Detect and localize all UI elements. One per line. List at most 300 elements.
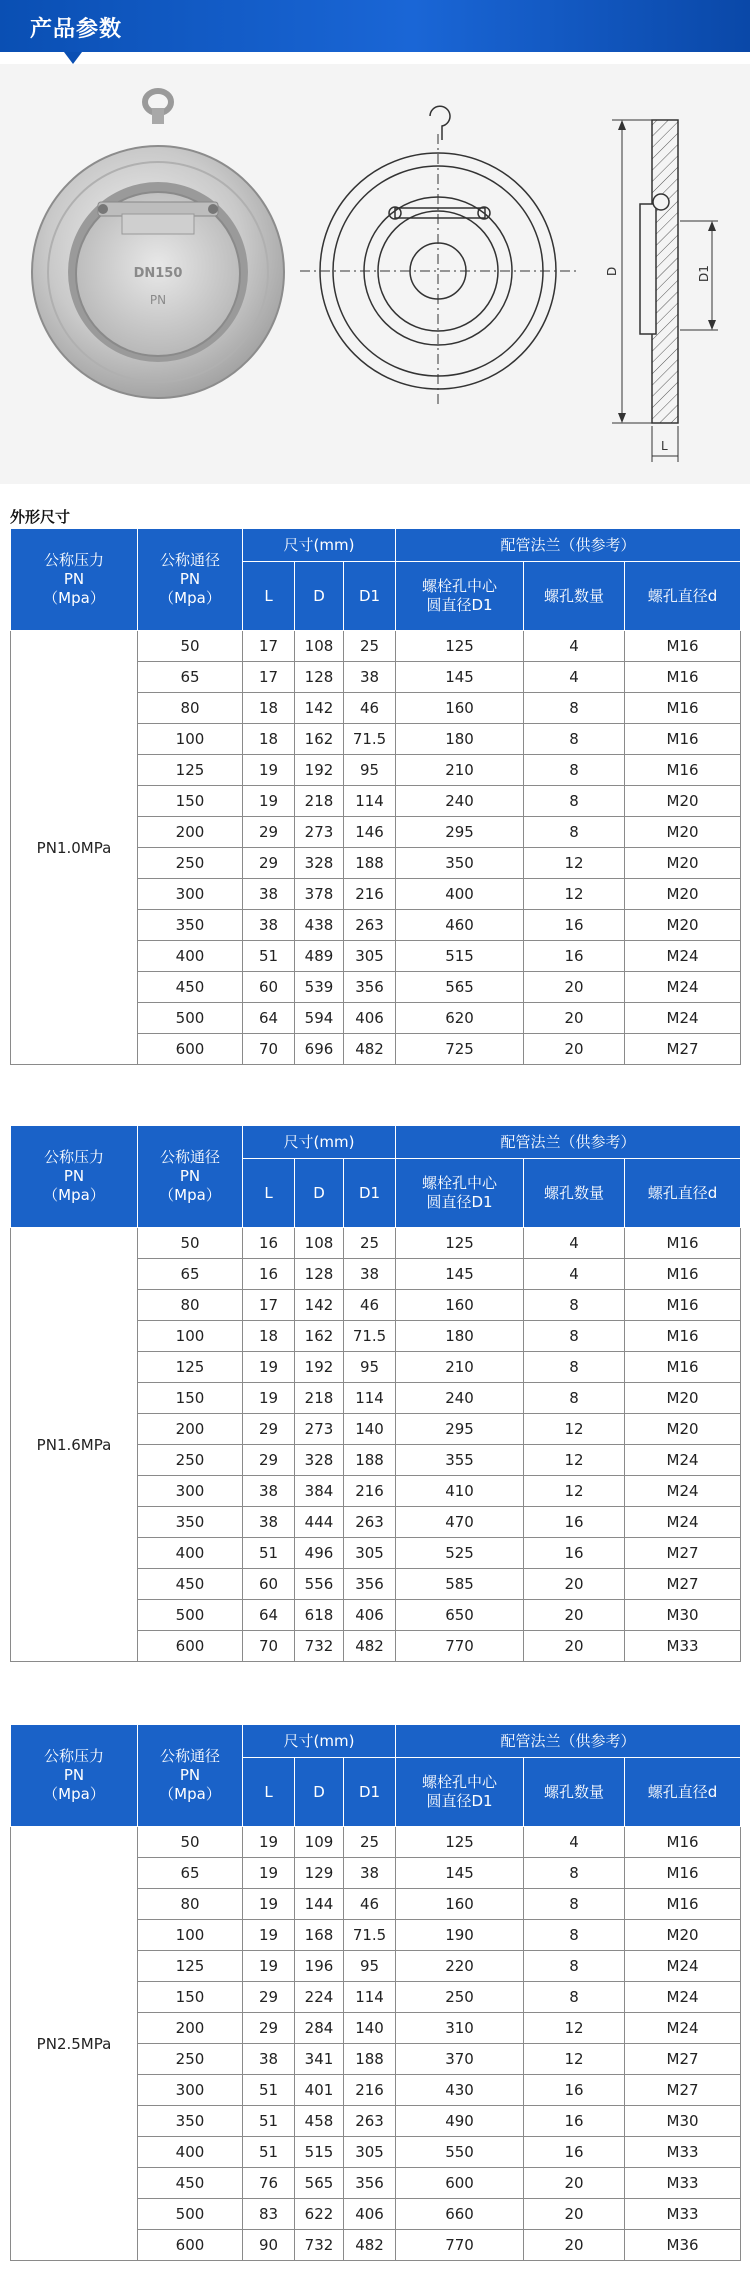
header-d: D — [295, 1159, 344, 1228]
cell-d: 129 — [295, 1858, 344, 1889]
header-l: L — [243, 1159, 295, 1228]
cell-dn: 450 — [138, 1569, 243, 1600]
nameplate-pn: PN — [149, 293, 167, 307]
cell-bolt-circle: 550 — [396, 2137, 524, 2168]
cell-bolt-circle: 145 — [396, 662, 524, 693]
pressure-rating-cell: PN1.0MPa — [11, 631, 138, 1065]
spec-table — [10, 1125, 741, 1662]
cell-bolt-circle: 770 — [396, 2230, 524, 2261]
header-flange: 配管法兰（供参考） — [396, 529, 741, 562]
cell-d1: 406 — [344, 2199, 396, 2230]
cell-dn: 50 — [138, 631, 243, 662]
pressure-rating-cell: PN2.5MPa — [11, 1827, 138, 2261]
pressure-rating-cell: PN1.6MPa — [11, 1228, 138, 1662]
cell-d1: 356 — [344, 972, 396, 1003]
cell-dn: 250 — [138, 1445, 243, 1476]
cell-dn: 300 — [138, 879, 243, 910]
cell-bolt-diameter: M16 — [625, 1858, 741, 1889]
cell-bolt-circle: 125 — [396, 1228, 524, 1259]
section-header — [0, 0, 750, 52]
cell-bolt-diameter: M16 — [625, 1352, 741, 1383]
cell-bolt-diameter: M24 — [625, 2013, 741, 2044]
cell-bolt-circle: 470 — [396, 1507, 524, 1538]
cell-d: 128 — [295, 662, 344, 693]
header-pressure: 公称压力 PN （Mpa） — [11, 529, 138, 631]
cell-bolt-count: 8 — [524, 1951, 625, 1982]
cell-d1: 305 — [344, 941, 396, 972]
cell-bolt-count: 12 — [524, 2013, 625, 2044]
spec-table — [10, 528, 741, 1065]
cell-bolt-circle: 490 — [396, 2106, 524, 2137]
cell-dn: 450 — [138, 972, 243, 1003]
cell-dn: 125 — [138, 755, 243, 786]
cell-bolt-diameter: M20 — [625, 786, 741, 817]
header-bolt-count: 螺孔数量 — [524, 562, 625, 631]
cell-bolt-diameter: M24 — [625, 1003, 741, 1034]
cell-dn: 50 — [138, 1228, 243, 1259]
cell-d: 515 — [295, 2137, 344, 2168]
cell-bolt-circle: 145 — [396, 1259, 524, 1290]
cell-bolt-count: 8 — [524, 1858, 625, 1889]
cell-d1: 216 — [344, 2075, 396, 2106]
cell-bolt-diameter: M16 — [625, 693, 741, 724]
cell-bolt-count: 16 — [524, 1507, 625, 1538]
cell-l: 18 — [243, 724, 295, 755]
cell-l: 60 — [243, 972, 295, 1003]
cell-d1: 38 — [344, 662, 396, 693]
dimension-l-label: L — [661, 439, 668, 453]
cell-bolt-circle: 515 — [396, 941, 524, 972]
cell-bolt-diameter: M24 — [625, 1951, 741, 1982]
cell-l: 19 — [243, 1858, 295, 1889]
cell-d: 539 — [295, 972, 344, 1003]
cell-d1: 25 — [344, 631, 396, 662]
cell-d: 384 — [295, 1476, 344, 1507]
cell-l: 51 — [243, 2137, 295, 2168]
cell-dn: 500 — [138, 1600, 243, 1631]
cell-d: 444 — [295, 1507, 344, 1538]
cell-bolt-diameter: M33 — [625, 2199, 741, 2230]
cell-dn: 200 — [138, 2013, 243, 2044]
cell-dn: 400 — [138, 941, 243, 972]
cell-d1: 25 — [344, 1827, 396, 1858]
cell-bolt-circle: 125 — [396, 631, 524, 662]
section-title: 产品参数 — [30, 17, 123, 42]
cell-bolt-count: 20 — [524, 2168, 625, 2199]
cell-dn: 350 — [138, 910, 243, 941]
cell-bolt-circle: 600 — [396, 2168, 524, 2199]
cell-dn: 600 — [138, 2230, 243, 2261]
cell-bolt-circle: 565 — [396, 972, 524, 1003]
spec-table — [10, 1724, 741, 2261]
cell-dn: 150 — [138, 1383, 243, 1414]
cell-bolt-circle: 355 — [396, 1445, 524, 1476]
cell-dn: 150 — [138, 1982, 243, 2013]
cell-bolt-circle: 770 — [396, 1631, 524, 1662]
cell-d1: 95 — [344, 755, 396, 786]
header-bolt-circle: 螺栓孔中心 圆直径D1 — [396, 562, 524, 631]
cell-bolt-diameter: M20 — [625, 817, 741, 848]
cell-dn: 80 — [138, 1889, 243, 1920]
cell-bolt-circle: 525 — [396, 1538, 524, 1569]
cell-l: 51 — [243, 941, 295, 972]
cell-d: 378 — [295, 879, 344, 910]
header-d1: D1 — [344, 1159, 396, 1228]
section-view-drawing — [605, 120, 718, 462]
cell-bolt-circle: 210 — [396, 1352, 524, 1383]
header-nominal-diameter: 公称通径 PN （Mpa） — [138, 1126, 243, 1228]
cell-d1: 263 — [344, 1507, 396, 1538]
cell-bolt-count: 4 — [524, 1259, 625, 1290]
cell-l: 19 — [243, 1827, 295, 1858]
cell-l: 29 — [243, 1445, 295, 1476]
cell-d: 284 — [295, 2013, 344, 2044]
cell-d: 273 — [295, 1414, 344, 1445]
cell-l: 17 — [243, 1290, 295, 1321]
cell-dn: 65 — [138, 662, 243, 693]
cell-d: 556 — [295, 1569, 344, 1600]
cell-d: 142 — [295, 1290, 344, 1321]
header-pointer — [64, 52, 82, 64]
cell-bolt-diameter: M16 — [625, 1827, 741, 1858]
cell-d: 594 — [295, 1003, 344, 1034]
cell-bolt-count: 20 — [524, 1034, 625, 1065]
cell-bolt-count: 16 — [524, 1538, 625, 1569]
table-row — [11, 631, 741, 662]
cell-l: 17 — [243, 631, 295, 662]
cell-bolt-count: 16 — [524, 2137, 625, 2168]
cell-bolt-diameter: M20 — [625, 879, 741, 910]
cell-l: 38 — [243, 1507, 295, 1538]
cell-d1: 263 — [344, 910, 396, 941]
cell-bolt-diameter: M16 — [625, 724, 741, 755]
cell-bolt-circle: 210 — [396, 755, 524, 786]
cell-bolt-circle: 145 — [396, 1858, 524, 1889]
cell-d: 218 — [295, 1383, 344, 1414]
cell-d: 732 — [295, 1631, 344, 1662]
header-size: 尺寸(mm) — [243, 1126, 396, 1159]
cell-bolt-count: 8 — [524, 1920, 625, 1951]
cell-d1: 482 — [344, 1034, 396, 1065]
cell-d: 224 — [295, 1982, 344, 2013]
cell-dn: 100 — [138, 1321, 243, 1352]
cell-bolt-diameter: M16 — [625, 1290, 741, 1321]
cell-dn: 100 — [138, 724, 243, 755]
cell-d1: 188 — [344, 2044, 396, 2075]
cell-l: 70 — [243, 1631, 295, 1662]
cell-bolt-count: 8 — [524, 1889, 625, 1920]
cell-d: 218 — [295, 786, 344, 817]
cell-bolt-count: 8 — [524, 1321, 625, 1352]
cell-d1: 146 — [344, 817, 396, 848]
cell-bolt-circle: 410 — [396, 1476, 524, 1507]
cell-dn: 125 — [138, 1951, 243, 1982]
cell-bolt-circle: 585 — [396, 1569, 524, 1600]
cell-d1: 95 — [344, 1352, 396, 1383]
table-row — [11, 1228, 741, 1259]
cell-bolt-circle: 295 — [396, 817, 524, 848]
cell-l: 29 — [243, 817, 295, 848]
cell-bolt-circle: 725 — [396, 1034, 524, 1065]
cell-bolt-circle: 240 — [396, 1383, 524, 1414]
cell-l: 70 — [243, 1034, 295, 1065]
cell-d: 162 — [295, 724, 344, 755]
cell-dn: 300 — [138, 2075, 243, 2106]
cell-bolt-count: 16 — [524, 2106, 625, 2137]
cell-bolt-count: 20 — [524, 1569, 625, 1600]
cell-l: 18 — [243, 693, 295, 724]
cell-bolt-diameter: M33 — [625, 2137, 741, 2168]
product-drawing-panel — [0, 64, 750, 484]
cell-bolt-diameter: M20 — [625, 1414, 741, 1445]
cell-d1: 25 — [344, 1228, 396, 1259]
cell-bolt-count: 12 — [524, 848, 625, 879]
cell-bolt-circle: 250 — [396, 1982, 524, 2013]
cell-l: 60 — [243, 1569, 295, 1600]
cell-l: 38 — [243, 879, 295, 910]
cell-d1: 95 — [344, 1951, 396, 1982]
nameplate-dn: DN150 — [133, 266, 183, 281]
cell-d: 458 — [295, 2106, 344, 2137]
cell-dn: 80 — [138, 1290, 243, 1321]
cell-dn: 350 — [138, 1507, 243, 1538]
cell-bolt-count: 8 — [524, 1290, 625, 1321]
cell-d1: 46 — [344, 1889, 396, 1920]
cell-dn: 200 — [138, 817, 243, 848]
header-size: 尺寸(mm) — [243, 1725, 396, 1758]
header-nominal-diameter: 公称通径 PN （Mpa） — [138, 529, 243, 631]
cell-bolt-count: 12 — [524, 1476, 625, 1507]
cell-d1: 114 — [344, 1383, 396, 1414]
cell-bolt-diameter: M16 — [625, 755, 741, 786]
cell-dn: 200 — [138, 1414, 243, 1445]
cell-d: 401 — [295, 2075, 344, 2106]
cell-d1: 71.5 — [344, 1321, 396, 1352]
cell-bolt-count: 20 — [524, 1600, 625, 1631]
cell-bolt-diameter: M24 — [625, 1507, 741, 1538]
cell-d: 328 — [295, 848, 344, 879]
cell-bolt-circle: 220 — [396, 1951, 524, 1982]
cell-d: 108 — [295, 1228, 344, 1259]
cell-bolt-count: 8 — [524, 724, 625, 755]
header-l: L — [243, 562, 295, 631]
cell-dn: 250 — [138, 2044, 243, 2075]
cell-bolt-diameter: M24 — [625, 1445, 741, 1476]
cell-l: 64 — [243, 1600, 295, 1631]
cell-l: 83 — [243, 2199, 295, 2230]
cell-bolt-count: 20 — [524, 1631, 625, 1662]
cell-d: 565 — [295, 2168, 344, 2199]
cell-bolt-count: 4 — [524, 631, 625, 662]
product-illustration — [0, 64, 750, 484]
cell-d1: 356 — [344, 2168, 396, 2199]
cell-l: 38 — [243, 2044, 295, 2075]
cell-d: 438 — [295, 910, 344, 941]
cell-bolt-circle: 460 — [396, 910, 524, 941]
cell-bolt-circle: 160 — [396, 1889, 524, 1920]
cell-bolt-count: 12 — [524, 1445, 625, 1476]
cell-dn: 50 — [138, 1827, 243, 1858]
cell-bolt-count: 8 — [524, 817, 625, 848]
cell-bolt-diameter: M16 — [625, 662, 741, 693]
cell-bolt-diameter: M27 — [625, 1538, 741, 1569]
cell-d: 168 — [295, 1920, 344, 1951]
cell-dn: 80 — [138, 693, 243, 724]
cell-bolt-diameter: M27 — [625, 1569, 741, 1600]
cell-bolt-count: 8 — [524, 1383, 625, 1414]
cell-l: 19 — [243, 1383, 295, 1414]
cell-l: 38 — [243, 1476, 295, 1507]
cell-dn: 250 — [138, 848, 243, 879]
cell-bolt-circle: 125 — [396, 1827, 524, 1858]
cell-dn: 125 — [138, 1352, 243, 1383]
header-pressure: 公称压力 PN （Mpa） — [11, 1126, 138, 1228]
cell-d1: 114 — [344, 786, 396, 817]
cell-l: 29 — [243, 1414, 295, 1445]
header-d: D — [295, 562, 344, 631]
cell-l: 17 — [243, 662, 295, 693]
cell-d: 192 — [295, 1352, 344, 1383]
cell-bolt-diameter: M30 — [625, 1600, 741, 1631]
cell-d: 192 — [295, 755, 344, 786]
cell-l: 19 — [243, 1352, 295, 1383]
cell-bolt-circle: 295 — [396, 1414, 524, 1445]
cell-bolt-circle: 350 — [396, 848, 524, 879]
cell-bolt-diameter: M33 — [625, 2168, 741, 2199]
cell-d1: 114 — [344, 1982, 396, 2013]
cell-l: 76 — [243, 2168, 295, 2199]
cell-l: 29 — [243, 1982, 295, 2013]
cell-bolt-circle: 660 — [396, 2199, 524, 2230]
header-bolt-circle: 螺栓孔中心 圆直径D1 — [396, 1758, 524, 1827]
header-l: L — [243, 1758, 295, 1827]
cell-bolt-count: 8 — [524, 786, 625, 817]
cell-d: 196 — [295, 1951, 344, 1982]
cell-bolt-count: 20 — [524, 1003, 625, 1034]
header-bolt-diameter: 螺孔直径d — [625, 1159, 741, 1228]
cell-d: 142 — [295, 693, 344, 724]
cell-d: 273 — [295, 817, 344, 848]
cell-bolt-count: 20 — [524, 2230, 625, 2261]
cell-bolt-diameter: M20 — [625, 1383, 741, 1414]
cell-bolt-count: 16 — [524, 941, 625, 972]
cell-d: 144 — [295, 1889, 344, 1920]
cell-dn: 600 — [138, 1631, 243, 1662]
cell-d1: 305 — [344, 1538, 396, 1569]
cell-d: 496 — [295, 1538, 344, 1569]
cell-d1: 46 — [344, 693, 396, 724]
cell-bolt-count: 16 — [524, 910, 625, 941]
header-size: 尺寸(mm) — [243, 529, 396, 562]
cell-d1: 305 — [344, 2137, 396, 2168]
header-bolt-count: 螺孔数量 — [524, 1758, 625, 1827]
cell-d: 732 — [295, 2230, 344, 2261]
cell-bolt-circle: 620 — [396, 1003, 524, 1034]
cell-bolt-circle: 180 — [396, 1321, 524, 1352]
cell-bolt-count: 12 — [524, 1414, 625, 1445]
cell-bolt-circle: 430 — [396, 2075, 524, 2106]
header-bolt-diameter: 螺孔直径d — [625, 562, 741, 631]
cell-bolt-count: 8 — [524, 755, 625, 786]
cell-bolt-count: 4 — [524, 1827, 625, 1858]
cell-d1: 406 — [344, 1600, 396, 1631]
cell-bolt-diameter: M20 — [625, 848, 741, 879]
header-nominal-diameter: 公称通径 PN （Mpa） — [138, 1725, 243, 1827]
cell-dn: 500 — [138, 1003, 243, 1034]
cell-dn: 65 — [138, 1858, 243, 1889]
cell-dn: 450 — [138, 2168, 243, 2199]
cell-bolt-diameter: M24 — [625, 1982, 741, 2013]
cell-bolt-count: 8 — [524, 693, 625, 724]
cell-d1: 482 — [344, 1631, 396, 1662]
cell-bolt-circle: 370 — [396, 2044, 524, 2075]
cell-l: 51 — [243, 2106, 295, 2137]
header-bolt-circle: 螺栓孔中心 圆直径D1 — [396, 1159, 524, 1228]
cell-bolt-diameter: M16 — [625, 1228, 741, 1259]
cell-bolt-circle: 650 — [396, 1600, 524, 1631]
cell-d1: 216 — [344, 1476, 396, 1507]
cell-l: 19 — [243, 1951, 295, 1982]
cell-bolt-diameter: M16 — [625, 1259, 741, 1290]
cell-bolt-circle: 180 — [396, 724, 524, 755]
cell-bolt-diameter: M16 — [625, 631, 741, 662]
cell-d1: 140 — [344, 2013, 396, 2044]
cell-bolt-diameter: M33 — [625, 1631, 741, 1662]
cell-d: 108 — [295, 631, 344, 662]
cell-d: 328 — [295, 1445, 344, 1476]
cell-dn: 150 — [138, 786, 243, 817]
cell-d: 618 — [295, 1600, 344, 1631]
cell-d1: 406 — [344, 1003, 396, 1034]
header-d1: D1 — [344, 562, 396, 631]
dimension-d1-label: D1 — [697, 265, 711, 282]
cell-d1: 356 — [344, 1569, 396, 1600]
cell-dn: 600 — [138, 1034, 243, 1065]
cell-bolt-circle: 160 — [396, 1290, 524, 1321]
dimension-d-label: D — [605, 266, 619, 276]
header-bolt-diameter: 螺孔直径d — [625, 1758, 741, 1827]
cell-bolt-count: 8 — [524, 1982, 625, 2013]
cell-l: 29 — [243, 848, 295, 879]
cell-bolt-diameter: M16 — [625, 1889, 741, 1920]
cell-l: 51 — [243, 1538, 295, 1569]
cell-l: 19 — [243, 1889, 295, 1920]
header-d1: D1 — [344, 1758, 396, 1827]
cell-bolt-count: 4 — [524, 1228, 625, 1259]
cell-bolt-count: 8 — [524, 1352, 625, 1383]
header-d: D — [295, 1758, 344, 1827]
cell-bolt-circle: 400 — [396, 879, 524, 910]
cell-dn: 65 — [138, 1259, 243, 1290]
cell-bolt-diameter: M20 — [625, 910, 741, 941]
cell-dn: 500 — [138, 2199, 243, 2230]
cell-l: 16 — [243, 1259, 295, 1290]
cell-bolt-circle: 160 — [396, 693, 524, 724]
table-row — [11, 1827, 741, 1858]
outline-dimensions-caption: 外形尺寸 — [10, 508, 71, 526]
cell-d1: 46 — [344, 1290, 396, 1321]
cell-d1: 188 — [344, 1445, 396, 1476]
cell-l: 51 — [243, 2075, 295, 2106]
cell-d1: 188 — [344, 848, 396, 879]
cell-d1: 38 — [344, 1858, 396, 1889]
cell-d1: 71.5 — [344, 724, 396, 755]
cell-d1: 38 — [344, 1259, 396, 1290]
cell-d: 128 — [295, 1259, 344, 1290]
cell-bolt-circle: 240 — [396, 786, 524, 817]
header-flange: 配管法兰（供参考） — [396, 1725, 741, 1758]
cell-l: 38 — [243, 910, 295, 941]
